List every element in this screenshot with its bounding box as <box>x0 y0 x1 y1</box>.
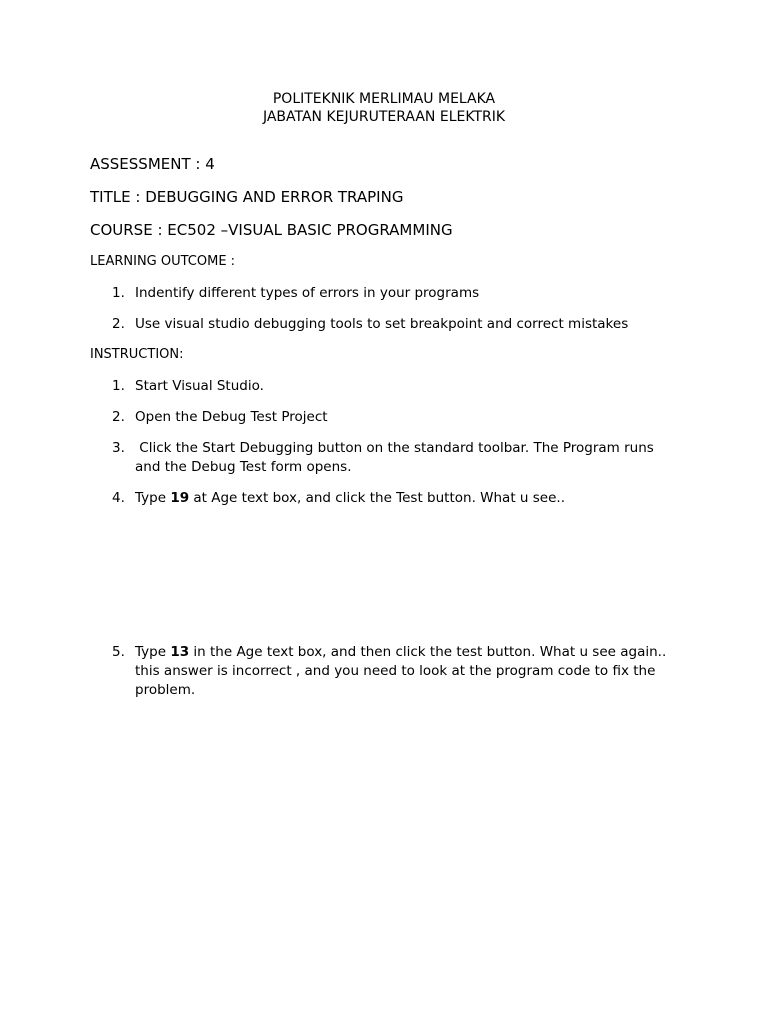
list-number: 1. <box>112 378 125 394</box>
list-text-post: at Age text box, and click the Test button. What u see.. <box>189 490 565 506</box>
list-number: 5. <box>112 644 125 660</box>
course-label: COURSE : <box>90 221 163 239</box>
instruction-heading: INSTRUCTION: <box>90 347 184 362</box>
list-text: Open the Debug Test Project <box>135 409 328 425</box>
list-text-pre: Type <box>135 490 171 506</box>
department-name: JABATAN KEJURUTERAAN ELEKTRIK <box>262 109 506 125</box>
title-line <box>90 187 403 207</box>
list-text: Use visual studio debugging tools to set breakpoint and correct mistakes <box>135 316 629 332</box>
list-text-bold-value: 13 <box>170 644 190 660</box>
list-number: 2. <box>112 409 125 425</box>
list-item <box>112 643 682 700</box>
list-item <box>112 408 682 427</box>
list-number: 2. <box>112 316 125 332</box>
assessment-value: 4 <box>205 155 215 173</box>
list-text-pre: Type <box>135 644 171 660</box>
list-text: Click the Start Debugging button on the standard toolbar. The Program runs and the Debug Test form opens. <box>135 440 659 475</box>
course-value: EC502 –VISUAL BASIC PROGRAMMING <box>167 221 453 239</box>
list-number: 1. <box>112 285 125 301</box>
list-text-bold-value: 19 <box>170 490 190 506</box>
list-number: 3. <box>112 440 125 456</box>
learning-outcome-heading: LEARNING OUTCOME : <box>90 254 236 269</box>
title-label: TITLE : <box>90 188 141 206</box>
assessment-label: ASSESSMENT : <box>90 155 201 173</box>
list-text: Indentify different types of errors in your programs <box>135 285 480 301</box>
list-text-post: in the Age text box, and then click the test button. What u see again.. this answer is incorrect , and you need to look at the program code to fix the problem. <box>135 644 675 698</box>
course-line <box>90 220 453 240</box>
list-number: 4. <box>112 490 125 506</box>
list-item <box>112 315 682 334</box>
list-text <box>135 643 682 700</box>
institution-name: POLITEKNIK MERLIMAU MELAKA <box>272 91 496 107</box>
assessment-line <box>90 154 215 174</box>
title-value: DEBUGGING AND ERROR TRAPING <box>145 188 404 206</box>
list-text: Start Visual Studio. <box>135 378 264 394</box>
list-item <box>112 284 682 303</box>
list-item <box>112 377 682 396</box>
list-item <box>112 489 682 508</box>
document-header <box>0 90 768 126</box>
list-text <box>135 489 682 508</box>
list-item <box>112 439 682 477</box>
